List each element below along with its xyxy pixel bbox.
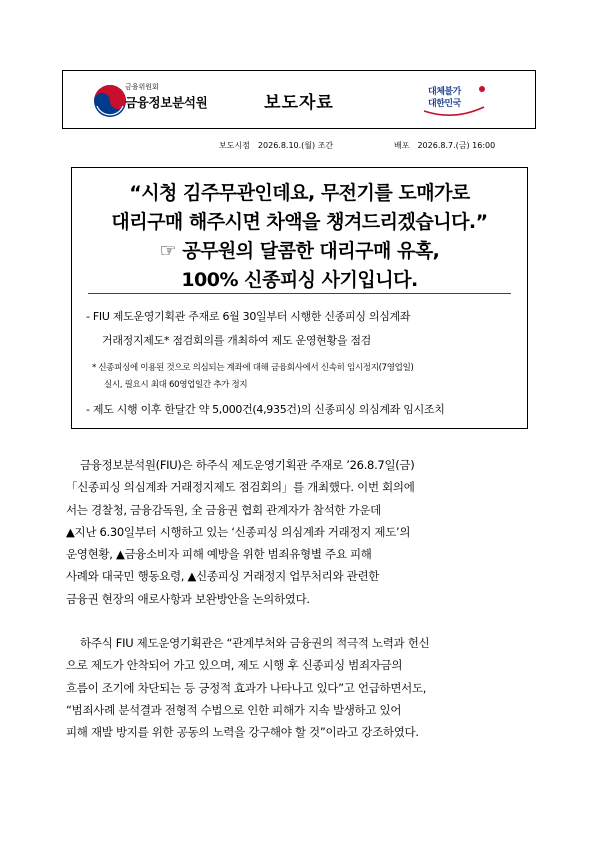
press-release-header [62, 70, 536, 129]
body-paragraph-2 [66, 632, 527, 743]
release-value: 2026.8.10.(월) 조간 [257, 141, 334, 150]
distribution-value: 2026.8.7.(금) 16:00 [417, 141, 496, 150]
headline-box [71, 167, 528, 429]
summary-footnote-line1: * 신종피싱에 이용된 것으로 의심되는 계좌에 대해 금융회사에서 신속히 임시정지(7영업일) [92, 363, 414, 373]
body-paragraph-1 [66, 454, 527, 610]
paragraph-line: 「신종피싱 의심계좌 거래정지제도 점검회의」를 개최했다. 이번 회의에 [66, 480, 415, 495]
slogan-line1: 대체불가 [428, 87, 461, 97]
headline-divider [88, 293, 511, 294]
distribution-time [394, 140, 495, 151]
paragraph-line: 으로 제도가 안착되어 가고 있으며, 제도 시행 후 신종피싱 범죄자금의 [66, 658, 403, 673]
parent-agency-label: 금융위원회 [125, 83, 159, 91]
distribution-label: 배포 [394, 141, 410, 150]
paragraph-line: 금융권 현장의 애로사항과 보완방안을 논의하였다. [66, 591, 310, 606]
headline-line3: ☞ 공무원의 달콤한 대리구매 유혹, [159, 240, 440, 262]
release-label: 보도시점 [219, 141, 250, 150]
paragraph-line: ▲지난 6.30일부터 시행하고 있는 ‘신종피싱 의심계좌 거래정지 제도’의 [66, 524, 411, 539]
paragraph-line: “범죄사례 분석결과 전형적 수법으로 인한 피해가 지속 발생하고 있어 [66, 702, 402, 717]
paragraph-line: 피해 재발 방지를 위한 공동의 노력을 강구해야 할 것”이라고 강조하였다. [66, 725, 419, 740]
paragraph-line: 사례와 대국민 행동요령, ▲신종피싱 거래정지 업무처리와 관련한 [66, 569, 380, 584]
summary-footnote-line2: 실시, 필요시 최대 60영업일간 추가 정지 [104, 380, 248, 390]
document-title: 보도자료 [264, 93, 334, 113]
paragraph-line: 하주식 FIU 제도운영기획관은 “관계부처와 금융권의 적극적 노력과 헌신 [80, 636, 430, 650]
paragraph-line: 운영현황, ▲금융소비자 피해 예방을 위한 범죄유형별 주요 피해 [66, 547, 372, 562]
headline-line2: 대리구매 해주시면 차액을 챙겨드리겠습니다.” [111, 211, 488, 233]
slogan-logo [418, 81, 490, 117]
agency-name: 금융정보분석원 [125, 95, 208, 110]
paragraph-line: 금융정보분석원(FIU)은 하주식 제도운영기획관 주재로 ’26.8.7일(금) [80, 458, 415, 472]
headline-line1: “시청 김주무관인데요, 무전기를 도매가로 [129, 182, 470, 204]
release-time [219, 140, 333, 151]
headline-line4: 100% 신종피싱 사기입니다. [181, 269, 418, 291]
summary-bullet1-line1: - FIU 제도운영기획관 주재로 6월 30일부터 시행한 신종피싱 의심계좌 [86, 310, 411, 323]
paragraph-line: 흐름이 조기에 차단되는 등 긍정적 효과가 나타나고 있다”고 언급하면서도, [66, 680, 427, 695]
summary-bullet2: - 제도 시행 이후 한달간 약 5,000건(4,935건)의 신종피싱 의심계좌 임시조치 [86, 403, 445, 416]
summary-bullet1-line2: 거래정지제도* 점검회의를 개최하여 제도 운영현황을 점검 [102, 334, 372, 347]
slogan-line2: 대한민국 [428, 99, 461, 109]
paragraph-line: 서는 경찰청, 금융감독원, 全 금융권 협회 관계자가 참석한 가운데 [66, 502, 381, 517]
